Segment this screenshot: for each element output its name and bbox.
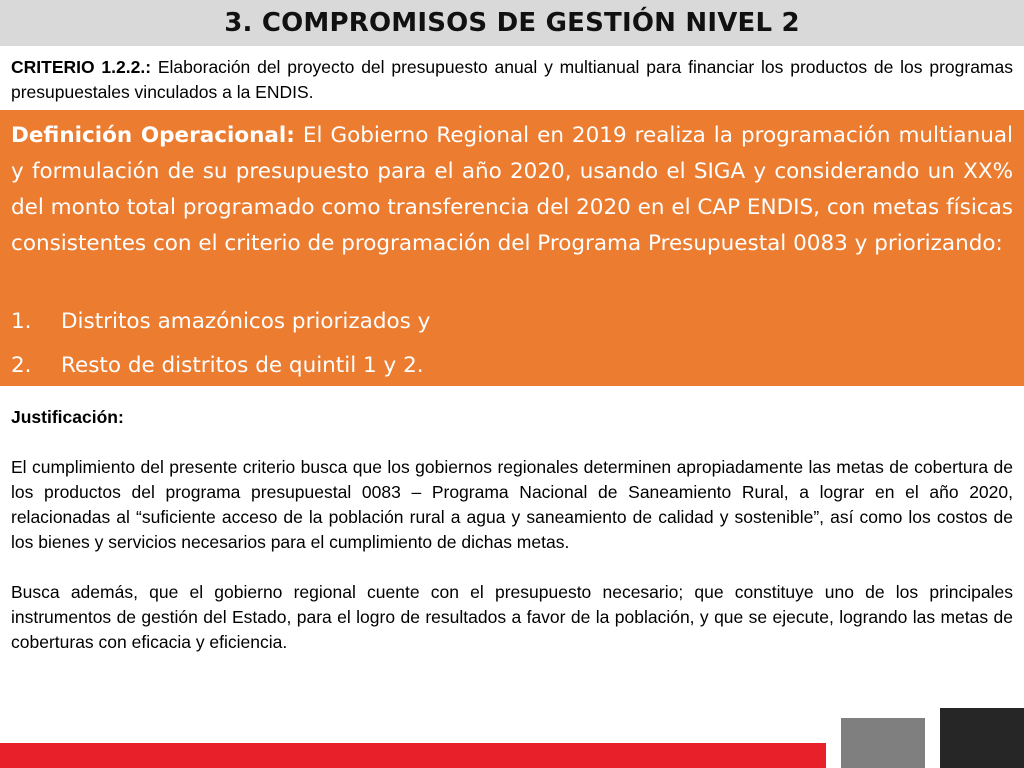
list-item xyxy=(11,300,1013,344)
criterio-paragraph xyxy=(11,55,1013,105)
footer-gray-square xyxy=(841,718,925,768)
list-item-number: 2. xyxy=(11,353,32,378)
footer-dark-square xyxy=(940,708,1024,768)
criterio-text: Elaboración del proyecto del presupuesto anual y multianual para financiar los productos de los programas presupuestales vinculados a la ENDIS. xyxy=(11,57,1013,102)
list-item-text: Distritos amazónicos priorizados y xyxy=(61,309,431,334)
list-item xyxy=(11,344,1013,388)
justificacion-paragraph-1: El cumplimiento del presente criterio busca que los gobiernos regionales determinen apropiadamente las metas de cobertura de los productos del programa presupuestal 0083 – Programa Nacional de Saneamiento Rural, a lograr en el año 2020, relacionadas al “suficiente acceso de la población rural a agua y saneamiento de calidad y sostenible”, así como los costos de los bienes y servicios necesarios para el cumplimiento de dichas metas. xyxy=(11,457,1013,552)
definicion-paragraph xyxy=(11,118,1013,262)
definicion-text: El Gobierno Regional en 2019 realiza la programación multianual y formulación de su presupuesto para el año 2020, usando el SIGA y considerando un XX% del monto total programado como transferencia del 2020 en el CAP ENDIS, con metas físicas consistentes con el criterio de programación del Programa Presupuestal 0083 y priorizando: xyxy=(11,123,1013,256)
slide-title: 3. COMPROMISOS DE GESTIÓN NIVEL 2 xyxy=(224,8,800,38)
criterio-label: CRITERIO 1.2.2.: xyxy=(11,57,152,77)
justificacion-section xyxy=(11,405,1013,680)
definicion-label: Definición Operacional: xyxy=(11,123,295,148)
definicion-box xyxy=(0,110,1024,386)
list-item-number: 1. xyxy=(11,309,32,334)
footer-red-bar xyxy=(0,743,826,768)
list-item-text: Resto de distritos de quintil 1 y 2. xyxy=(61,353,424,378)
justificacion-paragraph-2: Busca además, que el gobierno regional cuente con el presupuesto necesario; que constituye uno de los principales instrumentos de gestión del Estado, para el logro de resultados a favor de la población, y que se ejecute, logrando las metas de coberturas con eficacia y eficiencia. xyxy=(11,582,1013,652)
priority-list xyxy=(11,300,1013,388)
justificacion-heading: Justificación: xyxy=(11,407,124,427)
title-bar xyxy=(0,0,1024,46)
